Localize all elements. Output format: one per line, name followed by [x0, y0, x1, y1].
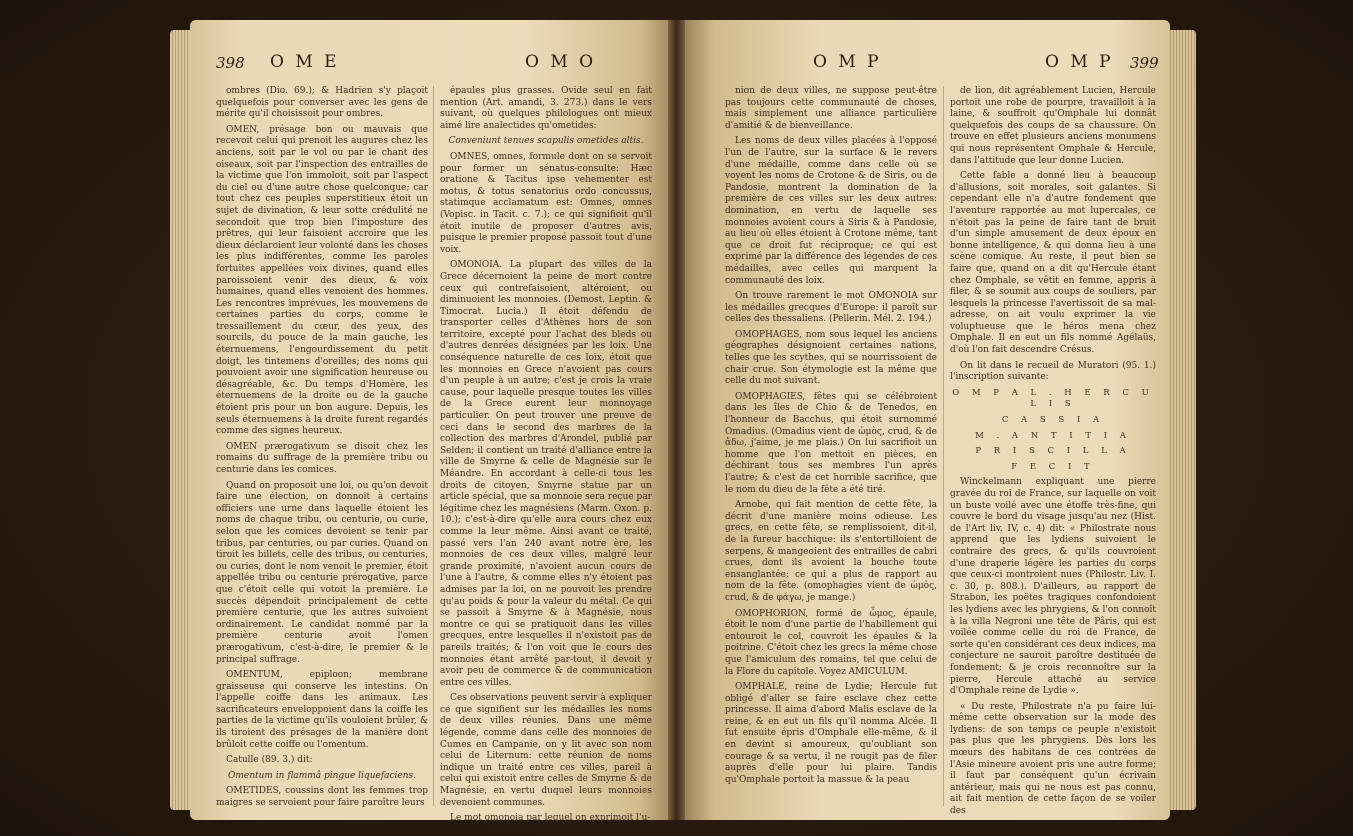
paragraph: nion de deux villes, ne suppose peut-être pas toujours cette communauté de choses, mais simplement une alliance particulière d'amitié & de bienveillance. [725, 86, 937, 131]
paragraph: « Du reste, Philostrate n'a pu faire lui-même cette observation sur la mode des lydiens: de son temps ce peuple n'existoit pas plus que les phrygiens. Dès lors les mœurs des habitans de ces contrées de l'Asie mineure avoient pris une autre forme; il faut par conséquent qu'un écrivain antérieur, mais qui ne nous est pas connu, ait fait mention de cette façon de se voiler des [950, 701, 1156, 817]
paragraph: OMEN, présage bon ou mauvais que recevoit celui qui prenoit les augures chez les anciens, soit par le vol ou par le chant des oiseaux, soit par l'inspection des entrailles de la victime que l'on immoloit, soit par l'aspect du ciel ou d'une autre chose quelconque; car tout chez ces peuples superstitieux étoit un sujet de divination, & leur sotte crédulité ne secondoit que trop bien l'imposture des prêtres, qui leur faisoient accroire que les dieux déclaroient leur volonté dans les choses les plus indifférentes, comme les paroles fortuites appellées voix divines, quand elles paroissoient venir des dieux, & voix humaines, quand elles venoient des hommes. Les rencontres imprévues, les mouvemens de certaines parties du corps, comme le tressaillement du cœur, des yeux, des sourcils, du pouce de la main gauche, les éternuemens, l'engourdissement du petit doigt, les tintemens d'oreilles; des noms qui pouvoient avoir une signification heureuse ou désagréable, &c. Du temps d'Homère, les éternuemens de la droite ou de la gauche étoient pris pour un bon augure. Depuis, les seuls éternuemens à la droite furent regardés comme des signes heureux. [216, 124, 428, 437]
inscription-block [950, 388, 1156, 474]
paragraph: Catulle (89. 3.) dit: [226, 755, 313, 766]
paragraph: On lit dans le recueil de Muratori (95. 1.) l'inscription suivante: [950, 360, 1156, 383]
paragraph: Winckelmann expliquant une pierre gravée du roi de France, sur laquelle on voit un buste voilé avec une étoffe très-fine, qui couvre le bord du visage jusqu'au nez (Hist. de l'Art liv. IV, c. 4) dit: « Philostrate nous apprend que les lydiens suivoient le contraire des grecs, & qu'ils couvroient d'une draperie légère les parties du corps que ceux-ci montroient nues (Philostr. Liv. I. c. 30, p. 808.). D'ailleurs, au rapport de Strabon, les poëtes tragiques confondoient les lydiens avec les phrygiens, & l'on connoît à la villa Negroni une tête de Pâris, qui est voilée comme celle du roi de France, de sorte qu'en considérant ces deux indices, ma conjecture ne sauroit paroître destituée de fondement; & je crois reconnoître sur la pierre, Hercule attaché au service d'Omphale reine de Lydie ». [950, 477, 1156, 697]
left-column-1 [216, 86, 428, 809]
inscription-line: F E C I T [1011, 461, 1095, 472]
paragraph: OMPHALE, reine de Lydie; Hercule fut obligé d'aller se faire esclave chez cette princesse. Il aima d'abord Malis esclave de la reine, & en eut un fils qu'il nomma Alcée. Il fut ensuite épris d'Omphale elle-même, & il en devint si amoureux, qu'oubliant son courage & sa vertu, il ne rougit pas de filer auprès d'elle pour lui plaire. Tandis qu'Omphale portoit la massue & la peau [725, 682, 937, 785]
column-rule [433, 86, 434, 806]
paragraph: Arnobe, qui fait mention de cette fête, la décrit d'une manière moins odieuse. Les grecs, en cette fête, se remplissoient, dit-il, de la fureur bacchique: ils s'entortilloient de serpens, & mangeoient des entrailles de cabri crues, dont ils avoient la bouche toute ensanglantée; ce qui a plus de rapport au nom de la fête. (omophagies vient de ὠμὸς, crud, & de φάγω, je mange.) [725, 500, 937, 603]
paragraph: OMOPHORION, formé de ὦμος, épaule, étoit le nom d'une partie de l'habillement qui entouroit le col, couvroit les épaules & la poitrine. C'étoit chez les grecs la même chose que l'amiculum des romains, tel que celui de la Flore du capitole. Voyez AMICULUM. [725, 608, 937, 677]
inscription-line: O M P A L . H E R C U L I S [952, 387, 1154, 410]
paragraph: OMONOIA. La plupart des villes de la Grece décernoient la peine de mort contre ceux qui contrefaisoient, altéroient, ou diminuoient les monnoies. (Demost. Leptin. & Timocrat. Lucia.) Il étoit défendu de transporter celles d'Athènes hors de son territoire, excepté pour l'achat des bleds ou d'autres denrées désignées par les loix. Une conséquence naturelle de ces loix, étoit que les monnoies en Grece n'avoient pas cours d'un peuple à un autre; c'est je crois la vraie cause, pour laquelle presque toutes les villes de la Grece eurent leur monnoyage particulier. On peut trouver une preuve de ceci dans le second des marbres de la collection des marbres d'Arondel, publié par Selden; il contient un traité d'alliance entre la ville de Smyrne & celle de Magnésie sur le Méandre. En accordant à celle-ci tous les droits de citoyen, Smyrne statue par un article spécial, que sa monnoie sera reçue par légitime chez les magnésiens (Marm. Oxon. p. 10.); c'est-à-dire qu'elle aura cours chez eux comme la leur même. Ainsi avant ce traité, passé vers l'an 240 avant notre ère, les monnoies de ces deux villes, malgré leur grande proximité, n'avoient aucun cours de l'une à l'autre, & comme elles n'y étoient pas admises par la loi, on ne pouvoit les prendre qu'au poids & pour la valeur du métal. Ce qui se passoit à Smyrne & à Magnésie, nous montre ce qui se pratiquoit dans les villes grecques, entre lesquelles il n'existoit pas de pareils traités; & l'on voit que le cours des monnoies étant arrêté par-tout, il devoit y avoir peu de commerce & de communication entre ces villes. [440, 260, 652, 688]
running-header-left-a: O M E [270, 52, 340, 72]
page-number-right: 399 [1130, 54, 1159, 72]
running-header-right-a: O M P [813, 52, 882, 72]
paragraph: Le mot omonoia par lequel on exprimoit l'u- [450, 813, 651, 824]
column-rule [943, 86, 944, 806]
paragraph: OMOPHAGIES, fêtes qui se célébroient dans les îles de Chio & de Tenedos, en l'honneur de Bacchus, qui étoit surnommé Omadius. (Omadius vient de ὠμὸς, crud, & de ἄδω, j'aime, je me plais.) On lui sacrifioit un homme que l'on mettoit en pièces, en déchirant tous ses membres l'un après l'autre; & c'est de cet horrible sacrifice, que le nom du dieu de la fête a été tiré. [725, 391, 937, 495]
paragraph: On trouve rarement le mot OMONOIA sur les médailles grecques d'Europe: il paroît sur celles des thessaliens. (Pellerin. Mél. 2. 194.) [725, 291, 937, 325]
paragraph: OMENTUM, epiploon; membrane graisseuse qui conserve les intestins. On l'appelle coiffe dans les animaux. Les sacrificateurs enveloppoient dans la coiffe les parties de la victime qu'ils vouloient brûler, & ils tiroient des présages de la manière dont brûloit cette coiffe ou l'omentum. [216, 670, 428, 750]
inscription-line: P R I S C I L L A [975, 446, 1131, 457]
inscription-line: M . A N T I T I A [975, 430, 1131, 441]
right-column-2 [950, 86, 1156, 817]
paragraph: Quand on proposoit une loi, ou qu'on devoit faire une élection, on donnoit à certains officiers une urne dans laquelle étoient les noms de chaque tribu, ou centurie, ou curie, selon que les comices devoient se tenir par tribus, par centuries, ou par curies. Quand on tiroit les billets, celle des tribus, ou centuries, ou curies, dont le nom venoit le premier, étoit appellée tribu ou centurie prérogative, parce que c'étoit celle qui votoit la première. Le succès dépendoit principalement de cette première centurie, que les autres suivoient ordinairement. Le candidat nommé par la première centurie avoit l'omen prærogativum, c'est-à-dire, le premier & le principal suffrage. [216, 480, 428, 665]
paragraph: Les noms de deux villes placées à l'opposé l'un de l'autre, sur la surface & le revers d'une médaille, comme dans celle où se voyent les noms de Crotone & de Siris, ou de Pandosie, montrent la domination de la première de ces villes sur les deux autres: domination, en vertu de laquelle ses monnoies avoient cours à Siris & à Pandosie, au lieu où elles étoient à Crotone même, tant que ce droit fut réciproque; ce qui est exprimé par la différence des légendes de ces médailles, avec celles qui marquent la communauté des loix. [725, 136, 937, 286]
paragraph: OMEN prærogativum se disoit chez les romains du suffrage de la première tribu ou centurie dans les comices. [216, 441, 428, 475]
paragraph: Cette fable a donné lieu à beaucoup d'allusions, soit morales, soit galantes. Si cependant elle n'a d'autre fondement que l'aventure rapportée au mot lupercales, ce n'étoit pas la peine de faire tant de bruit d'un simple amusement de deux époux en bonne intelligence, & qui donna lieu à une scène comique. Au reste, il peut bien se faire que, quand on a dit qu'Hercule étant chez Omphale, se vêtit en femme, appris à filer, & se soumit aux coups de souliers, par lesquels la princesse l'avertissoit de sa mal-adresse, on ait voulu exprimer la vie voluptueuse que le héros mena chez Omphale. Il en eut un fils nommé Agélaüs, d'où l'on fait descendre Crésus. [950, 171, 1156, 356]
paragraph: ombres (Dio. 69.); & Hadrien s'y plaçoit quelquefois pour converser avec les gens de mérite qu'il choisissoit pour ombres. [216, 86, 428, 120]
left-page [190, 20, 668, 824]
paragraph: OMETIDES, coussins dont les femmes trop maigres se servoient pour faire paroître leurs [216, 786, 428, 809]
right-page [685, 20, 1170, 820]
right-column-1 [725, 86, 937, 806]
paragraph: épaules plus grasses. Ovide seul en fait mention (Art. amandi, 3. 273.) dans le vers suivant, où quelques philologues ont mieux aimé lire analectides qu'ometides: [440, 86, 652, 131]
inscription-line: C A S S I A [1001, 415, 1105, 426]
page-number-left: 398 [216, 54, 245, 72]
running-header-left-b: O M O [525, 52, 597, 72]
book-gutter [668, 20, 685, 820]
paragraph: de lion, dit agréablement Lucien, Hercule portoit une robe de pourpre, travailloit à la laine, & souffroit qu'Omphale lui donnât quelquefois des coups de sa chaussure. On trouve en effet plusieurs anciens monumens qui nous représentent Omphale & Hercule, dans l'attitude que leur donne Lucien. [950, 86, 1156, 166]
left-column-2 [440, 86, 652, 824]
quotation: Conveniunt tenues scapulis ometides altis. [448, 136, 644, 147]
running-header-right-b: O M P [1045, 52, 1114, 72]
left-page-edges [170, 30, 192, 810]
right-page-edges [1168, 30, 1196, 810]
paragraph: Ces observations peuvent servir à expliquer ce que signifient sur les médailles les noms de deux villes réunies. Dans une même légende, comme dans celle des monnoies de Cumes en Campanie, on y lit avec son nom celui de Liternum: cette réunion de noms indique un traité entre ces villes, pareil à celui qui existoit entre celles de Smyrne & de Magnésie, en vertu duquel leurs monnoies devenoient communes. [440, 693, 652, 808]
paragraph: OMNES, omnes, formule dont on se servoit pour former un sénatus-consulte: Hæc oratione & Tacitus ipse vehementer est motus, & totus senatorius ordo concussus, statimque acclamatum est: Omnes, omnes (Vopisc. in Tacit. c. 7.); ce qui signifioit qu'il étoit inutile de proposer d'autres avis, puisque le premier proposé passoit tout d'une voix. [440, 151, 652, 255]
quotation: Omentum in flammâ pingue liquefaciens. [227, 770, 417, 781]
paragraph: OMOPHAGES, nom sous lequel les anciens géographes désignoient certaines nations, telles que les scythes, qui se nourrissoient de chair crue. Son étymologie est la même que celle du mot suivant. [725, 329, 937, 387]
